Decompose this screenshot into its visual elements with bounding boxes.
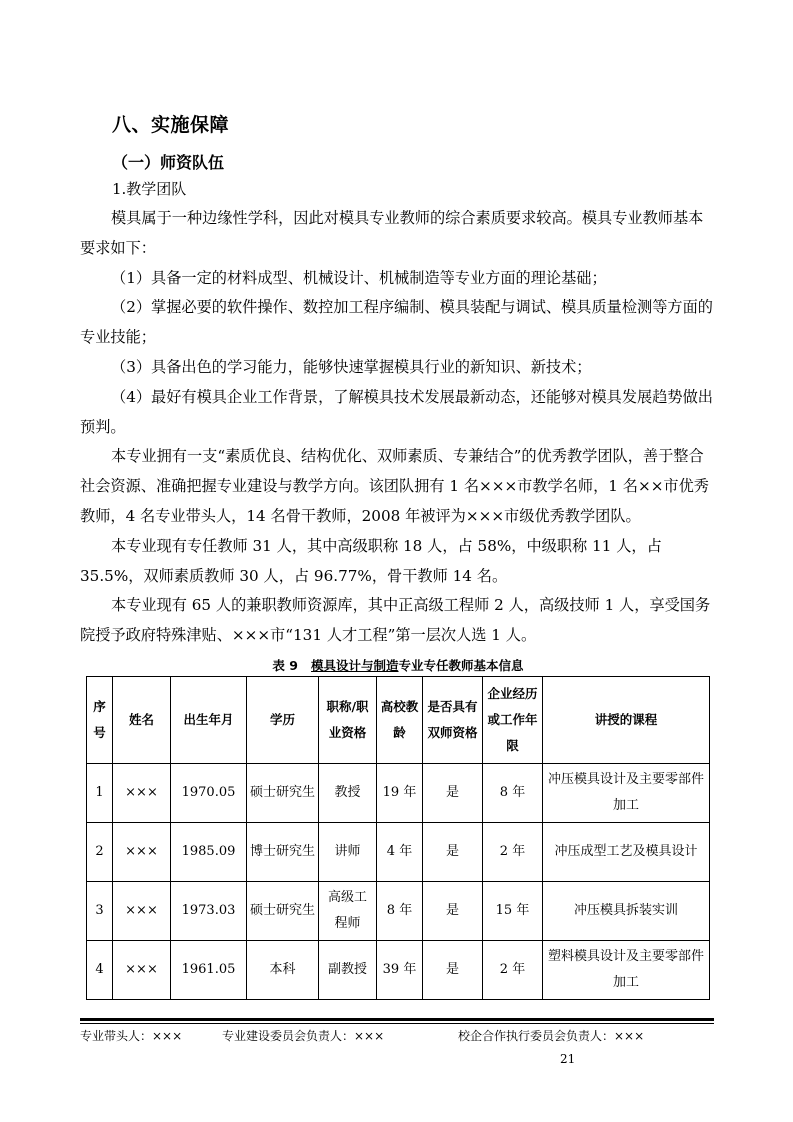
footer-coop: 校企合作执行委员会负责人：××× xyxy=(458,1029,645,1043)
section-title: 八、实施保障 xyxy=(112,114,230,136)
header-cell: 高校教龄 xyxy=(377,677,423,764)
paragraph: （3）具备出色的学习能力，能够快速掌握模具行业的新知识、新技术； xyxy=(111,357,592,376)
table-cell: 塑料模具设计及主要零部件加工 xyxy=(543,941,710,1000)
table-cell: 教授 xyxy=(319,764,377,823)
table-cell: ××× xyxy=(113,882,171,941)
table-cell: 博士研究生 xyxy=(247,823,319,882)
table-cell: 是 xyxy=(423,941,483,1000)
footer-committee: 专业建设委员会负责人：××× xyxy=(222,1029,385,1043)
table-cell: 2 年 xyxy=(483,941,543,1000)
table-cell: 讲师 xyxy=(319,823,377,882)
body-text xyxy=(80,204,716,651)
table-cell: 是 xyxy=(423,823,483,882)
table-cell: 1970.05 xyxy=(171,764,247,823)
header-cell: 职称/职业资格 xyxy=(319,677,377,764)
caption-suffix: 专业专任教师基本信息 xyxy=(398,658,524,673)
table-cell: 本科 xyxy=(247,941,319,1000)
paragraph: 本专业拥有一支“素质优良、结构优化、双师素质、专兼结合”的优秀教学团队，善于整合社会资源、准确把握专业建设与教学方向。该团队拥有 1 名×××市教学名师，1 名××市优秀教师，4 名专业带头人，14 名骨干教师，2008 年被评为×××市级优秀教学团队。 xyxy=(80,447,709,525)
table-cell: 冲压模具拆装实训 xyxy=(543,882,710,941)
table-cell: ××× xyxy=(113,823,171,882)
table-cell: 1985.09 xyxy=(171,823,247,882)
header-cell: 序号 xyxy=(87,677,113,764)
table-row xyxy=(87,882,710,941)
table-cell: 8 年 xyxy=(483,764,543,823)
table-cell: 硕士研究生 xyxy=(247,764,319,823)
table-cell: 冲压成型工艺及模具设计 xyxy=(543,823,710,882)
header-cell: 出生年月 xyxy=(171,677,247,764)
table-caption xyxy=(80,656,716,674)
table-cell: 1961.05 xyxy=(171,941,247,1000)
table-cell: 4 年 xyxy=(377,823,423,882)
table-cell: 8 年 xyxy=(377,882,423,941)
paragraph: 本专业现有 65 人的兼职教师资源库，其中正高级工程师 2 人，高级技师 1 人，享受国务院授予政府特殊津贴、×××市“131 人才工程”第一层次人选 1 人。 xyxy=(80,596,711,645)
table-cell: 2 年 xyxy=(483,823,543,882)
item-title: 1.教学团队 xyxy=(112,180,187,198)
table-cell: ××× xyxy=(113,941,171,1000)
table-cell: 39 年 xyxy=(377,941,423,1000)
subsection-title: （一）师资队伍 xyxy=(112,153,225,172)
paragraph: （4）最好有模具企业工作背景，了解模具技术发展最新动态，还能够对模具发展趋势做出预判。 xyxy=(80,387,713,436)
footer-rule-thick xyxy=(80,1018,714,1021)
table-cell: 3 xyxy=(87,882,113,941)
paragraph: （2）掌握必要的软件操作、数控加工程序编制、模具装配与调试、模具质量检测等方面的专业技能； xyxy=(80,298,713,347)
page-number: 21 xyxy=(560,1052,576,1066)
caption-prefix: 表 9 xyxy=(272,658,312,673)
header-cell: 是否具有双师资格 xyxy=(423,677,483,764)
teacher-info-table xyxy=(86,676,710,1000)
caption-major: 模具设计与制造 xyxy=(311,658,399,673)
paragraph: 模具属于一种边缘性学科，因此对模具专业教师的综合素质要求较高。模具专业教师基本要求如下： xyxy=(80,209,704,257)
table-cell: 硕士研究生 xyxy=(247,882,319,941)
table-cell: 冲压模具设计及主要零部件加工 xyxy=(543,764,710,823)
header-cell: 企业经历或工作年限 xyxy=(483,677,543,764)
table-cell: 是 xyxy=(423,764,483,823)
table-row xyxy=(87,941,710,1000)
header-cell: 讲授的课程 xyxy=(543,677,710,764)
table-cell: 是 xyxy=(423,882,483,941)
table-cell: 15 年 xyxy=(483,882,543,941)
paragraph: （1）具备一定的材料成型、机械设计、机械制造等专业方面的理论基础； xyxy=(111,268,607,287)
table-row xyxy=(87,823,710,882)
table-cell: 19 年 xyxy=(377,764,423,823)
table-cell: 1 xyxy=(87,764,113,823)
table-cell: 副教授 xyxy=(319,941,377,1000)
footer-rule-thin xyxy=(80,1023,714,1024)
table-header-row xyxy=(87,677,710,764)
footer-leader: 专业带头人：××× xyxy=(80,1029,183,1043)
table-row xyxy=(87,764,710,823)
table-cell: 高级工程师 xyxy=(319,882,377,941)
table-cell: 1973.03 xyxy=(171,882,247,941)
paragraph: 本专业现有专任教师 31 人，其中高级职称 18 人，占 58%，中级职称 11 人，占 35.5%，双师素质教师 30 人，占 96.77%，骨干教师 14 名。 xyxy=(80,536,662,585)
header-cell: 姓名 xyxy=(113,677,171,764)
table-cell: 4 xyxy=(87,941,113,1000)
table-cell: ××× xyxy=(113,764,171,823)
header-cell: 学历 xyxy=(247,677,319,764)
table-cell: 2 xyxy=(87,823,113,882)
